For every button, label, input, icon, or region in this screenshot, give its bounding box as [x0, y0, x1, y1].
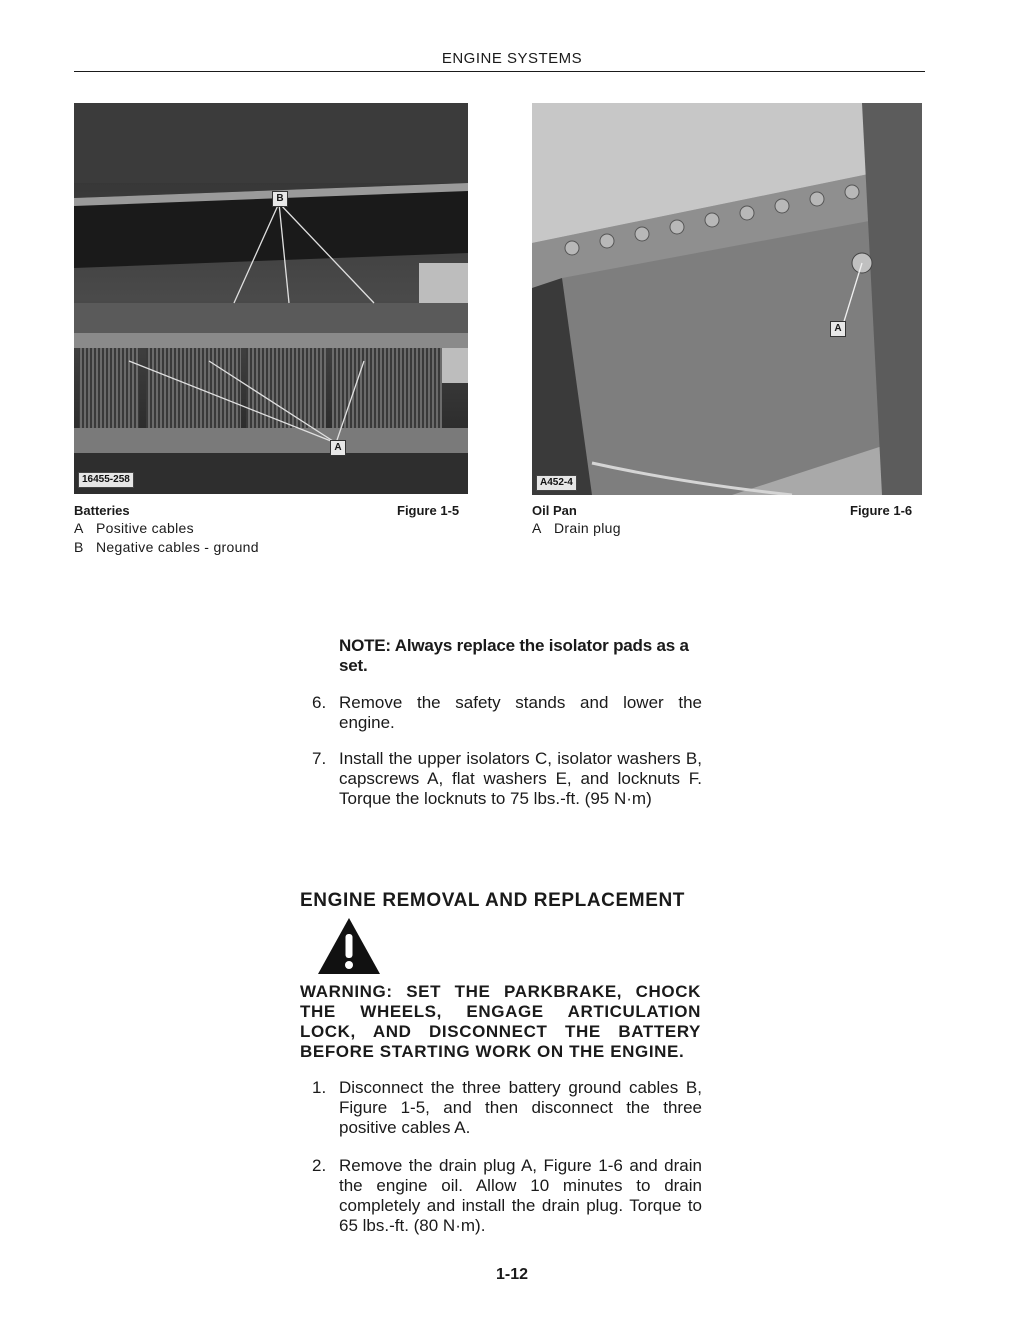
step-text: Remove the safety stands and lower the engine.	[339, 693, 702, 732]
legend-letter: B	[74, 539, 84, 555]
figure-1-5-legend-item	[74, 520, 194, 536]
photo-id-label: A452-4	[536, 475, 577, 491]
figure-1-6-caption-title: Oil Pan	[532, 503, 577, 518]
photo-id-label: 16455-258	[78, 472, 134, 488]
figure-1-5-legend-item	[74, 539, 259, 555]
step-number: 7.	[312, 749, 327, 768]
procedure-step	[300, 749, 702, 809]
legend-text: Negative cables - ground	[96, 539, 259, 555]
callout-b: B	[272, 191, 288, 207]
legend-text: Drain plug	[554, 520, 621, 536]
step-text: Remove the drain plug A, Figure 1-6 and drain the engine oil. Allow 10 minutes to drain completely and install the drain plug. Torque to 65 lbs.-ft. (80 N·m).	[339, 1156, 702, 1235]
callout-a: A	[330, 440, 346, 456]
procedure-step	[300, 1078, 702, 1138]
figure-1-6-legend-item	[532, 520, 621, 536]
procedure-step	[300, 1156, 702, 1236]
oil-pan-photo-illustration	[532, 103, 922, 495]
header-rule	[74, 71, 925, 72]
page-header-title: ENGINE SYSTEMS	[441, 50, 583, 67]
callout-a: A	[830, 321, 846, 337]
section-heading: ENGINE REMOVAL AND REPLACEMENT	[300, 890, 686, 911]
legend-letter: A	[74, 520, 84, 536]
note-text: NOTE: Always replace the isolator pads as a set.	[339, 636, 689, 675]
step-number: 6.	[312, 693, 327, 712]
figure-1-5-caption-title: Batteries	[74, 503, 130, 518]
figure-batteries-photo	[74, 103, 468, 494]
warning-text: WARNING: SET THE PARKBRAKE, CHOCK THE WHEELS, ENGAGE ARTICULATION LOCK, AND DISCONNECT THE BATTERY BEFORE STARTING WORK ON THE ENGINE.	[300, 982, 701, 1061]
legend-letter: A	[532, 520, 542, 536]
step-text: Install the upper isolators C, isolator washers B, capscrews A, flat washers E, and locknuts F. Torque the locknuts to 75 lbs.-ft. (95 N·m)	[339, 749, 702, 808]
step-text: Disconnect the three battery ground cables B, Figure 1-5, and then disconnect the three positive cables A.	[339, 1078, 702, 1137]
warning-triangle-icon	[316, 916, 382, 981]
figure-oil-pan-photo	[532, 103, 922, 495]
procedure-step	[300, 693, 702, 733]
batteries-photo-illustration	[74, 103, 468, 494]
legend-text: Positive cables	[96, 520, 194, 536]
step-number: 2.	[312, 1156, 327, 1175]
figure-1-5-label: Figure 1-5	[397, 503, 460, 518]
step-number: 1.	[312, 1078, 327, 1097]
page-number: 1-12	[495, 1266, 529, 1283]
figure-1-6-label: Figure 1-6	[850, 503, 913, 518]
